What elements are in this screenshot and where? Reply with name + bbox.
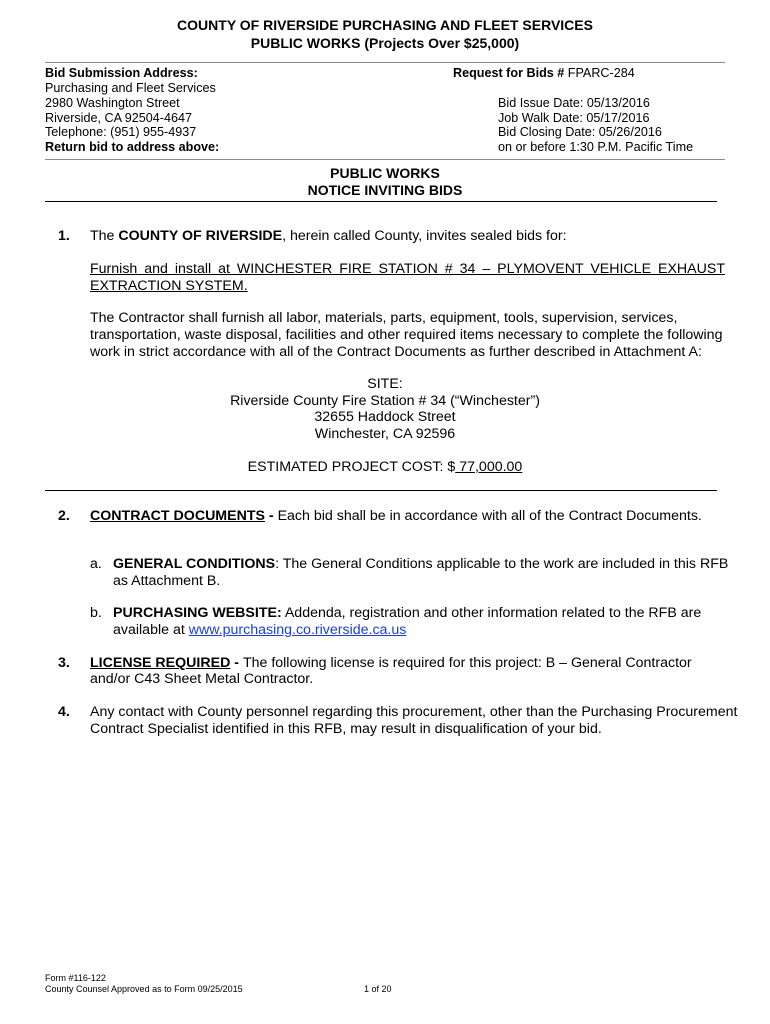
notice-line1: PUBLIC WORKS [330, 165, 440, 181]
item-a-label: a. [90, 556, 102, 572]
item-b-line1 [113, 605, 701, 622]
section-2-number: 2. [58, 508, 70, 524]
license-required-heading: LICENSE REQUIRED [90, 655, 231, 671]
site-city: Winchester, CA 92596 [314, 426, 456, 442]
section-1-intro [90, 228, 567, 245]
section-2-text [90, 508, 702, 525]
header-divider [45, 62, 725, 63]
address-heading: Bid Submission Address: [45, 66, 198, 80]
page-number: 1 of 20 [364, 984, 392, 994]
license-dash: - [230, 655, 243, 671]
item-b-line2 [113, 622, 406, 639]
item-a-line2: as Attachment B. [113, 573, 221, 589]
document-title: COUNTY OF RIVERSIDE PURCHASING AND FLEET SERVICES [177, 17, 593, 33]
section-3-number: 3. [58, 655, 70, 671]
purchasing-website-text: Addenda, registration and other information related to the RFB are [281, 605, 702, 621]
address-city: Riverside, CA 92504-4647 [45, 111, 193, 125]
item-a-line1 [113, 556, 728, 573]
address-telephone: Telephone: (951) 955-4937 [45, 125, 197, 139]
job-walk-date: Job Walk Date: 05/17/2016 [498, 111, 650, 125]
address-street: 2980 Washington Street [45, 96, 180, 110]
section-4-line1: Any contact with County personnel regarding this procurement, other than the Purchasing Procurement [90, 704, 738, 720]
contract-documents-text: Each bid shall be in accordance with all of the Contract Documents. [277, 508, 702, 524]
general-conditions-heading: GENERAL CONDITIONS [113, 556, 276, 572]
cost-label: ESTIMATED PROJECT COST: $ [247, 459, 456, 475]
return-note: Return bid to address above: [45, 140, 220, 154]
rfb-number: FPARC-284 [567, 66, 635, 80]
site-label: SITE: [367, 376, 403, 392]
purchasing-website-link[interactable]: www.purchasing.co.riverside.ca.us [188, 622, 407, 638]
section-4-line2: Contract Specialist identified in this RFB, may result in disqualification of your bid. [90, 721, 602, 737]
item-b-label: b. [90, 605, 102, 621]
rfb-number-line [453, 66, 635, 81]
license-text: The following license is required for this project: B – General Contractor [242, 655, 692, 671]
address-divider [45, 159, 725, 160]
cost-value: 77,000.00 [455, 459, 523, 475]
section-3-line2: and/or C43 Sheet Metal Contractor. [90, 671, 314, 687]
notice-divider [45, 201, 717, 202]
available-at-text: available at [113, 622, 189, 638]
scope-line2: transportation, waste disposal, facilities and other required items necessary to complete the following [90, 327, 723, 343]
document-subtitle: PUBLIC WORKS (Projects Over $25,000) [250, 35, 520, 51]
intro-pre: The [90, 228, 119, 244]
county-name: COUNTY OF RIVERSIDE [118, 228, 283, 244]
rfb-label: Request for Bids # [453, 66, 565, 80]
general-conditions-text: : The General Conditions applicable to the work are included in this RFB [275, 556, 729, 572]
address-org: Purchasing and Fleet Services [45, 81, 216, 95]
heading-dash: - [264, 508, 278, 524]
purchasing-website-heading: PURCHASING WEBSITE: [113, 605, 282, 621]
site-name: Riverside County Fire Station # 34 (“Winchester”) [230, 393, 540, 409]
bid-closing-date: Bid Closing Date: 05/26/2016 [498, 125, 662, 139]
contract-documents-heading: CONTRACT DOCUMENTS [90, 508, 265, 524]
bid-closing-time: on or before 1:30 P.M. Pacific Time [498, 140, 694, 154]
scope-line1: The Contractor shall furnish all labor, materials, parts, equipment, tools, supervision, services, [90, 310, 678, 326]
bid-issue-date: Bid Issue Date: 05/13/2016 [498, 96, 650, 110]
intro-post: , herein called County, invites sealed bids for: [282, 228, 567, 244]
project-description-line1: Furnish and install at WINCHESTER FIRE STATION # 34 – PLYMOVENT VEHICLE EXHAUST [90, 261, 725, 277]
estimated-cost [0, 459, 770, 476]
section-3-line1 [90, 655, 692, 672]
section-1-divider [45, 490, 717, 491]
form-number: Form #116-122 [45, 973, 106, 983]
site-street: 32655 Haddock Street [314, 409, 456, 425]
section-1-number: 1. [58, 228, 70, 244]
project-description-line2: EXTRACTION SYSTEM. [90, 278, 248, 294]
counsel-approval: County Counsel Approved as to Form 09/25/2015 [45, 984, 243, 994]
scope-line3: work in strict accordance with all of the Contract Documents as further described in Attachment A: [90, 344, 702, 360]
section-4-number: 4. [58, 704, 70, 720]
notice-line2: NOTICE INVITING BIDS [307, 182, 463, 198]
